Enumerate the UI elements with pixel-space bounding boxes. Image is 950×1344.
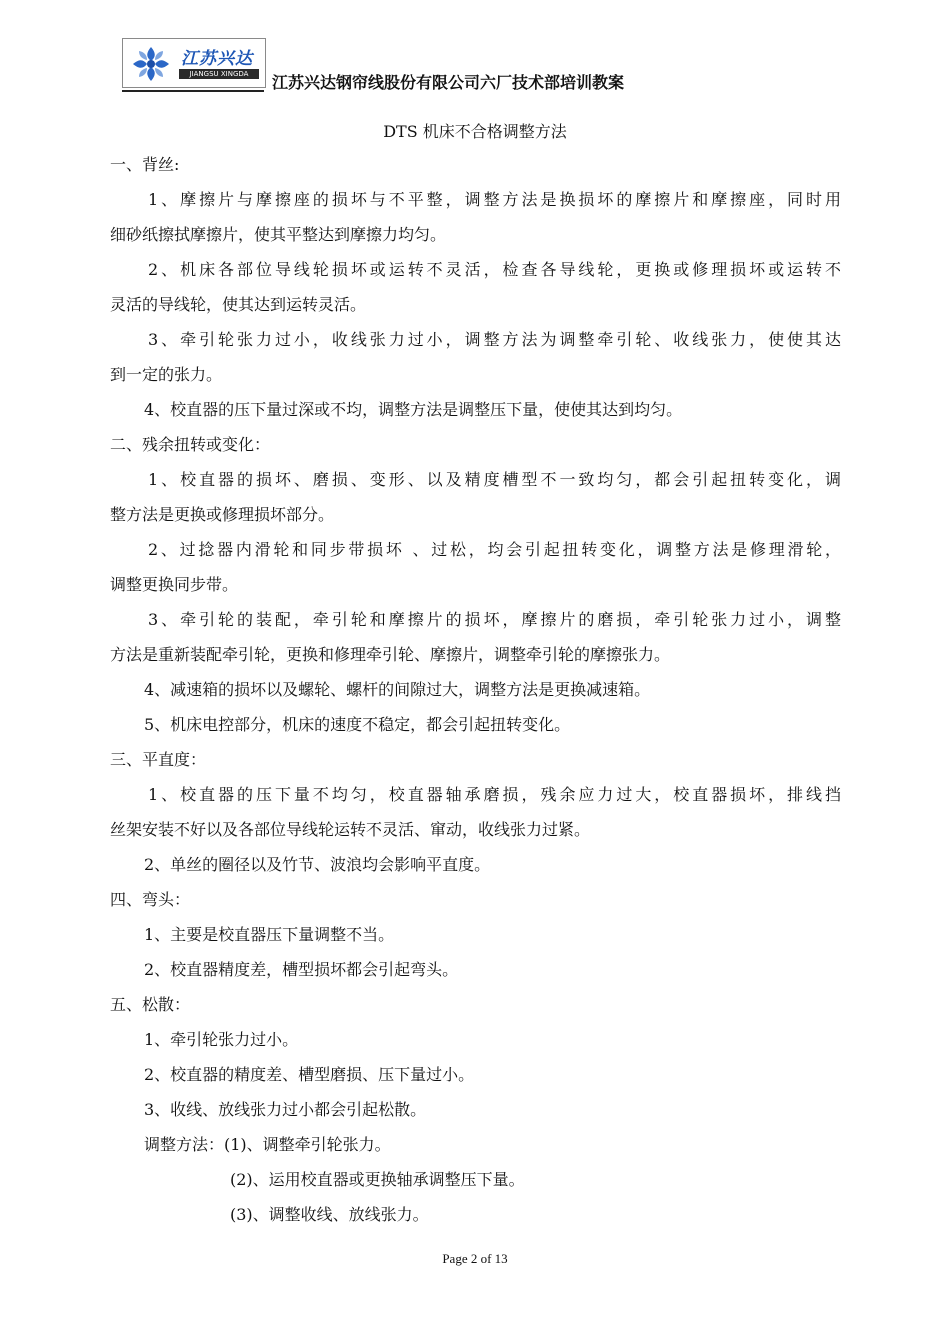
document-body — [110, 147, 841, 1232]
paragraph-line: 4、减速箱的损坏以及螺轮、螺杆的间隙过大，调整方法是更换减速箱。 — [144, 680, 651, 699]
paragraph-line: 灵活的导线轮，使其达到运转灵活。 — [110, 295, 367, 314]
paragraph-line: 整方法是更换或修理损坏部分。 — [110, 505, 335, 524]
paragraph-line: 3、牵引轮张力过小，收线张力过小，调整方法为调整牵引轮、收线张力，使使其达 — [148, 330, 841, 349]
paragraph-line: 细砂纸擦拭摩擦片，使其平整达到摩擦力均匀。 — [110, 225, 447, 244]
paragraph-line: 1、牵引轮张力过小。 — [144, 1030, 299, 1049]
page-number-footer: Page 2 of 13 — [442, 1251, 508, 1266]
section-heading: 一、背丝: — [110, 155, 180, 174]
paragraph-line: 1、校直器的压下量不均匀，校直器轴承磨损，残余应力过大，校直器损坏，排线挡 — [148, 785, 841, 804]
paragraph-line: (3)、调整收线、放线张力。 — [230, 1205, 429, 1224]
paragraph-line: 3、牵引轮的装配，牵引轮和摩擦片的损坏，摩擦片的磨损，牵引轮张力过小，调整 — [148, 610, 841, 629]
paragraph-line: 2、过捻器内滑轮和同步带损坏 、过松，均会引起扭转变化，调整方法是修理滑轮， — [148, 540, 841, 559]
logo-subtext: JIANGSU XINGDA — [179, 69, 259, 79]
paragraph-line: 1、校直器的损坏、磨损、变形、以及精度槽型不一致均匀，都会引起扭转变化，调 — [148, 470, 841, 489]
header-rule — [122, 90, 264, 92]
paragraph-line: 方法是重新装配牵引轮，更换和修理牵引轮、摩擦片，调整牵引轮的摩擦张力。 — [110, 645, 671, 664]
section-heading: 四、弯头： — [110, 890, 191, 909]
page-header — [122, 38, 822, 92]
paragraph-line: 到一定的张力。 — [110, 365, 223, 384]
section-heading: 五、松散： — [110, 995, 191, 1014]
paragraph-line: (2)、运用校直器或更换轴承调整压下量。 — [230, 1170, 525, 1189]
paragraph-line: 4、校直器的压下量过深或不均，调整方法是调整压下量，使使其达到均匀。 — [144, 400, 683, 419]
paragraph-line: 1、主要是校直器压下量调整不当。 — [144, 925, 395, 944]
document-title: DTS 机床不合格调整方法 — [383, 122, 567, 141]
paragraph-line: 调整方法：(1)、调整牵引轮张力。 — [144, 1135, 391, 1154]
paragraph-line: 2、校直器精度差，槽型损坏都会引起弯头。 — [144, 960, 459, 979]
paragraph-line: 2、校直器的精度差、槽型磨损、压下量过小。 — [144, 1065, 475, 1084]
logo-text: 江苏兴达 — [181, 49, 253, 69]
paragraph-line: 5、机床电控部分，机床的速度不稳定，都会引起扭转变化。 — [144, 715, 571, 734]
paragraph-line: 丝架安装不好以及各部位导线轮运转不灵活、窜动，收线张力过紧。 — [110, 820, 591, 839]
header-title: 江苏兴达钢帘线股份有限公司六厂技术部培训教案 — [272, 73, 625, 92]
paragraph-line: 1、摩擦片与摩擦座的损坏与不平整，调整方法是换损坏的摩擦片和摩擦座，同时用 — [148, 190, 841, 209]
section-heading: 二、残余扭转或变化： — [110, 435, 271, 454]
paragraph-line: 调整更换同步带。 — [110, 575, 239, 594]
company-logo — [122, 38, 266, 88]
paragraph-line: 2、机床各部位导线轮损坏或运转不灵活，检查各导线轮，更换或修理损坏或运转不 — [148, 260, 841, 279]
paragraph-line: 3、收线、放线张力过小都会引起松散。 — [144, 1100, 427, 1119]
paragraph-line: 2、单丝的圈径以及竹节、波浪均会影响平直度。 — [144, 855, 491, 874]
section-heading: 三、平直度： — [110, 750, 207, 769]
